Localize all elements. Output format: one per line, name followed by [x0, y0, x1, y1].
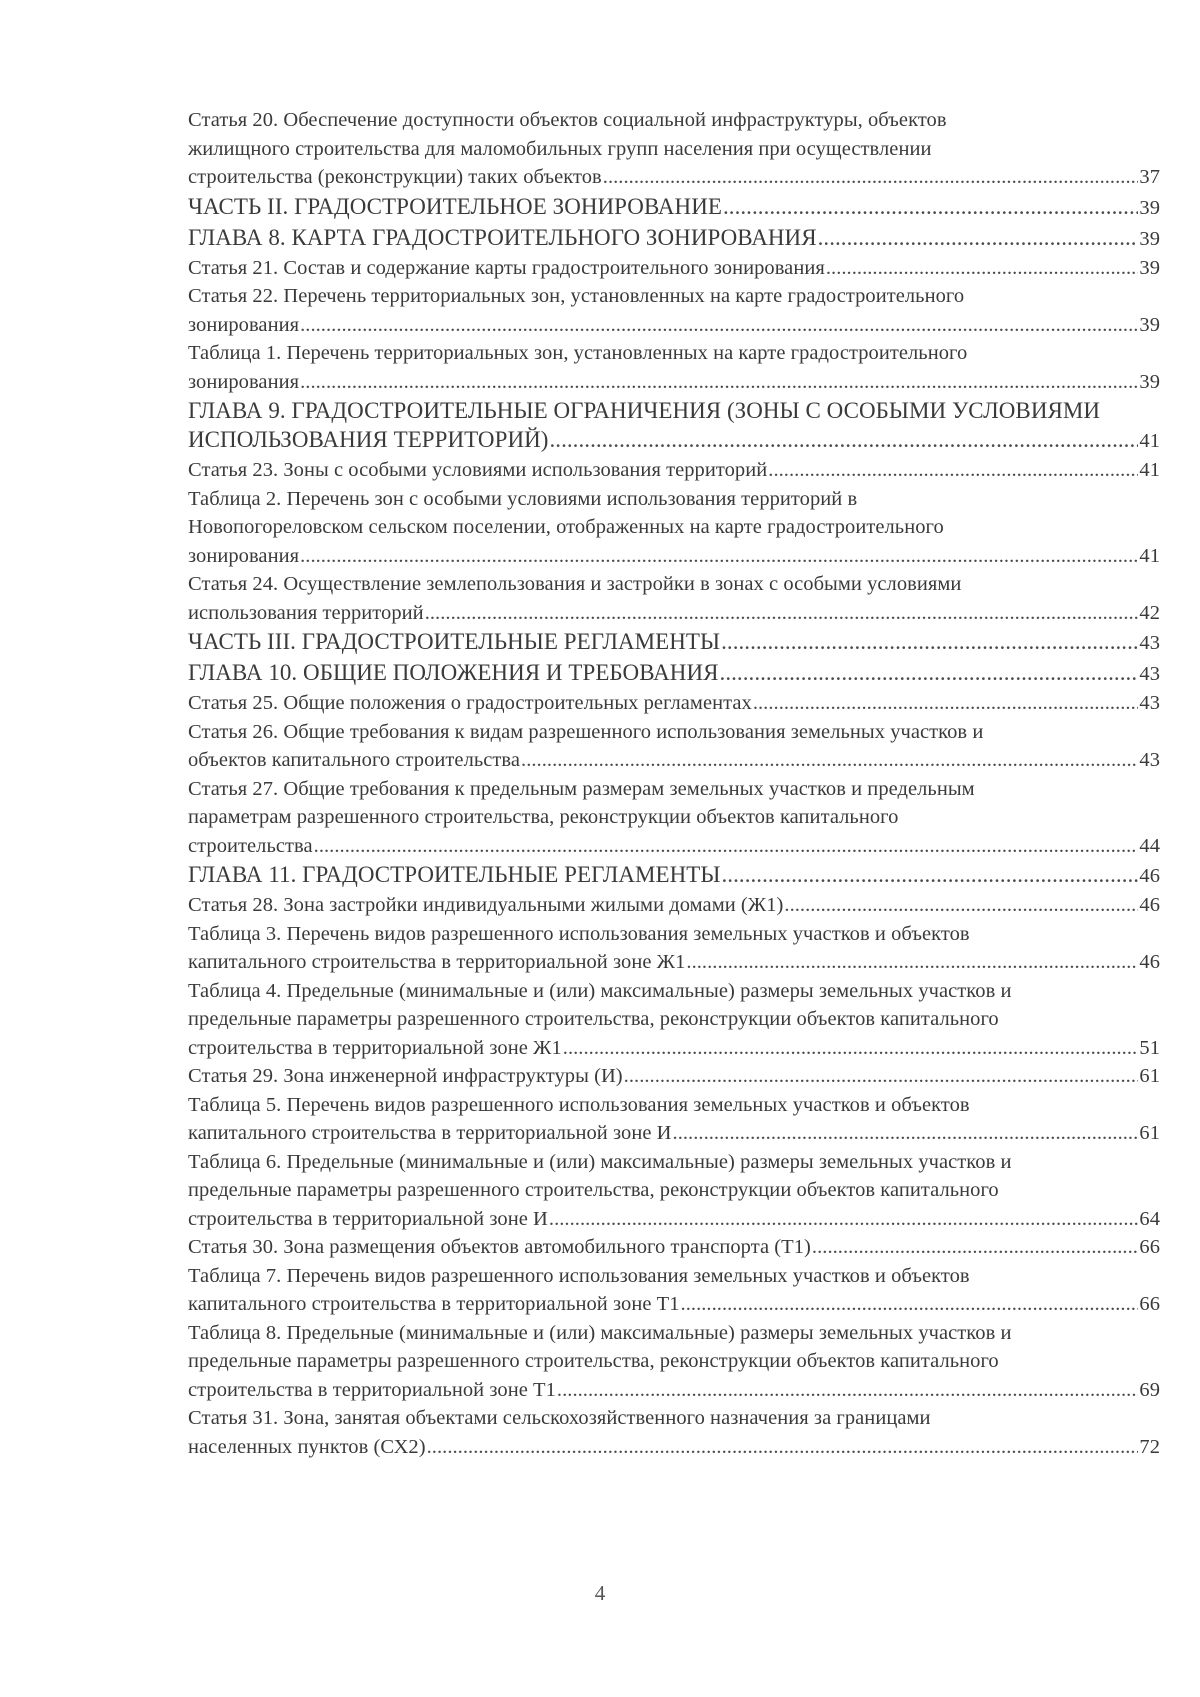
- toc-entry[interactable]: [188, 282, 1160, 339]
- dot-leader: [427, 1433, 1139, 1462]
- toc-entry-page-number: 37: [1139, 166, 1160, 188]
- toc-entry-text-line: ГЛАВА 9. ГРАДОСТРОИТЕЛЬНЫЕ ОГРАНИЧЕНИЯ (ЗОНЫ С ОСОБЫМИ УСЛОВИЯМИ: [188, 398, 1101, 423]
- toc-entry[interactable]: [188, 223, 1160, 254]
- toc-entry-text-line: Таблица 3. Перечень видов разрешенного использования земельных участков и объектов: [188, 922, 970, 945]
- toc-entry-text-line: использования территорий: [188, 601, 424, 624]
- toc-entry[interactable]: [188, 891, 1160, 920]
- toc-entry[interactable]: [188, 718, 1160, 775]
- dot-leader: [686, 948, 1138, 977]
- toc-entry-page-number: 64: [1139, 1207, 1160, 1230]
- toc-entry-last-line: [188, 1062, 1160, 1091]
- toc-entry[interactable]: [188, 1319, 1160, 1405]
- toc-entry[interactable]: [188, 1062, 1160, 1091]
- dot-leader: [563, 1034, 1139, 1063]
- dot-leader: [818, 223, 1139, 252]
- toc-entry[interactable]: [188, 920, 1160, 977]
- toc-entry-text-line: Статья 29. Зона инженерной инфраструктуры (И): [188, 1065, 623, 1087]
- toc-entry-last-line: [188, 860, 1160, 891]
- toc-entry-page-number: 66: [1139, 1236, 1160, 1258]
- toc-entry-page-number: 39: [1139, 370, 1160, 393]
- dot-leader: [673, 1119, 1139, 1148]
- toc-entry-page-number: 41: [1139, 459, 1160, 481]
- toc-entry-last-line: [188, 599, 1160, 628]
- toc-entry[interactable]: [188, 977, 1160, 1063]
- toc-entry-page-number: 44: [1139, 834, 1160, 857]
- toc-entry[interactable]: [188, 1148, 1160, 1234]
- dot-leader: [300, 542, 1138, 571]
- toc-entry[interactable]: [188, 1404, 1160, 1461]
- dot-leader: [300, 311, 1138, 340]
- dot-leader: [720, 658, 1139, 687]
- toc-entry-page-number: 43: [1139, 749, 1160, 771]
- toc-entry[interactable]: [188, 339, 1160, 396]
- toc-entry-text-line: ГЛАВА 10. ОБЩИЕ ПОЛОЖЕНИЯ И ТРЕБОВАНИЯ: [188, 660, 719, 685]
- toc-entry-page-number: 69: [1139, 1378, 1160, 1401]
- toc-entry-text-line: ИСПОЛЬЗОВАНИЯ ТЕРРИТОРИЙ): [188, 427, 549, 452]
- toc-entry[interactable]: [188, 627, 1160, 658]
- toc-entry-last-line: [188, 1205, 1160, 1234]
- toc-entry-text-line: Статья 25. Общие положения о градостроительных регламентах: [188, 692, 752, 714]
- toc-entry-text-line: параметрам разрешенного строительства, реконструкции объектов капитального: [188, 806, 899, 828]
- dot-leader: [721, 627, 1138, 656]
- toc-entry-last-line: [188, 456, 1160, 485]
- toc-entry-page-number: 72: [1139, 1435, 1160, 1458]
- toc-entry-text-line: Статья 26. Общие требования к видам разрешенного использования земельных участков и: [188, 720, 984, 743]
- dot-leader: [784, 891, 1138, 920]
- toc-entry-text-line: зонирования: [188, 544, 300, 567]
- toc-entry[interactable]: [188, 860, 1160, 891]
- toc-entry-last-line: [188, 948, 1160, 977]
- dot-leader: [314, 832, 1139, 861]
- toc-entry-last-line: [188, 192, 1160, 223]
- dot-leader: [557, 1376, 1138, 1405]
- toc-entry-last-line: [188, 1376, 1160, 1405]
- toc-entry-text-line: Таблица 5. Перечень видов разрешенного использования земельных участков и объектов: [188, 1093, 970, 1116]
- toc-entry[interactable]: [188, 485, 1160, 571]
- toc-entry-text-line: объектов капитального строительства: [188, 749, 521, 771]
- toc-entry-text-line: Статья 27. Общие требования к предельным размерам земельных участков и предельным: [188, 777, 975, 800]
- dot-leader: [603, 163, 1139, 192]
- toc-entry-last-line: [188, 627, 1160, 658]
- toc-entry-text-line: строительства в территориальной зоне И: [188, 1207, 548, 1230]
- toc-entry-page-number: 41: [1139, 430, 1160, 452]
- dot-leader: [826, 254, 1139, 283]
- toc-entry-text-line: капитального строительства в территориальной зоне Т1: [188, 1293, 680, 1315]
- toc-entry-page-number: 61: [1139, 1122, 1160, 1144]
- toc-entry-page-number: 43: [1139, 663, 1160, 685]
- toc-entry-text-line: Таблица 1. Перечень территориальных зон, установленных на карте градостроительного: [188, 342, 968, 364]
- toc-entry-page-number: 51: [1139, 1036, 1160, 1059]
- dot-leader: [723, 192, 1138, 221]
- toc-entry-page-number: 39: [1139, 196, 1160, 219]
- toc-entry-text-line: Статья 30. Зона размещения объектов автомобильного транспорта (Т1): [188, 1236, 811, 1258]
- toc-entry[interactable]: [188, 689, 1160, 718]
- toc-entry-last-line: [188, 832, 1160, 861]
- toc-entry-text-line: строительства: [188, 834, 313, 857]
- toc-entry-text-line: Таблица 6. Предельные (минимальные и (или) максимальные) размеры земельных участков и: [188, 1150, 1012, 1173]
- toc-entry-text-line: зонирования: [188, 313, 300, 336]
- toc-entry-text-line: ЧАСТЬ III. ГРАДОСТРОИТЕЛЬНЫЕ РЕГЛАМЕНТЫ: [188, 629, 721, 654]
- toc-entry-text-line: Таблица 8. Предельные (минимальные и (или) максимальные) размеры земельных участков и: [188, 1321, 1012, 1344]
- toc-entry-text-line: населенных пунктов (СХ2): [188, 1435, 426, 1458]
- toc-entry-last-line: [188, 1290, 1160, 1319]
- toc-entry-text-line: Статья 31. Зона, занятая объектами сельскохозяйственного назначения за границами: [188, 1407, 931, 1429]
- toc-entry-text-line: ГЛАВА 11. ГРАДОСТРОИТЕЛЬНЫЕ РЕГЛАМЕНТЫ: [188, 862, 721, 887]
- dot-leader: [300, 368, 1138, 397]
- toc-entry-text-line: строительства в территориальной зоне Ж1: [188, 1036, 562, 1059]
- toc-entry-last-line: [188, 1034, 1160, 1063]
- page-number: 4: [594, 1581, 606, 1605]
- toc-entry-text-line: строительства в территориальной зоне Т1: [188, 1378, 556, 1401]
- toc-entry-text-line: предельные параметры разрешенного строительства, реконструкции объектов капитального: [188, 1350, 999, 1372]
- toc-entry-text-line: Таблица 7. Перечень видов разрешенного использования земельных участков и объектов: [188, 1264, 970, 1287]
- dot-leader: [549, 1205, 1138, 1234]
- toc-entry-text-line: Статья 23. Зоны с особыми условиями использования территорий: [188, 459, 768, 481]
- toc-entry-last-line: [188, 163, 1160, 192]
- toc-entry-page-number: 39: [1139, 256, 1160, 279]
- toc-entry-last-line: [188, 254, 1160, 283]
- toc-entry[interactable]: [188, 570, 1160, 627]
- toc-entry[interactable]: [188, 1233, 1160, 1262]
- toc-entry-page-number: 46: [1139, 894, 1160, 916]
- dot-leader: [425, 599, 1139, 628]
- toc-entry-text-line: Статья 22. Перечень территориальных зон, установленных на карте градостроительного: [188, 285, 965, 307]
- toc-entry-text-line: строительства (реконструкции) таких объектов: [188, 166, 602, 188]
- toc-entry-text-line: Статья 28. Зона застройки индивидуальными жилыми домами (Ж1): [188, 894, 784, 916]
- toc-entry[interactable]: [188, 456, 1160, 485]
- toc-entry[interactable]: [188, 775, 1160, 861]
- toc-entry-page-number: 46: [1139, 865, 1160, 887]
- toc-entry-last-line: [188, 1233, 1160, 1262]
- toc-entry-page-number: 43: [1139, 692, 1160, 714]
- toc-entry-text-line: капитального строительства в территориальной зоне И: [188, 1122, 672, 1144]
- toc-entry[interactable]: [188, 254, 1160, 283]
- toc-entry-page-number: 41: [1139, 544, 1160, 567]
- toc-entry-last-line: [188, 1433, 1160, 1462]
- toc-entry-text-line: капитального строительства в территориальной зоне Ж1: [188, 951, 686, 973]
- toc-entry[interactable]: [188, 106, 1160, 192]
- toc-entry-text-line: предельные параметры разрешенного строительства, реконструкции объектов капитального: [188, 1008, 999, 1030]
- toc-entry[interactable]: [188, 1262, 1160, 1319]
- dot-leader: [722, 860, 1139, 889]
- toc-entry-last-line: [188, 368, 1160, 397]
- dot-leader: [753, 689, 1139, 718]
- toc-entry-page-number: 43: [1139, 632, 1160, 654]
- toc-entry-page-number: 39: [1139, 313, 1160, 336]
- dot-leader: [549, 425, 1138, 454]
- toc-entry-text-line: Новопогореловском сельском поселении, отображенных на карте градостроительного: [188, 516, 944, 538]
- toc-entry-last-line: [188, 658, 1160, 689]
- dot-leader: [624, 1062, 1139, 1091]
- toc-entry-last-line: [188, 311, 1160, 340]
- toc-entry-text-line: ЧАСТЬ II. ГРАДОСТРОИТЕЛЬНОЕ ЗОНИРОВАНИЕ: [188, 193, 722, 219]
- toc-entry-last-line: [188, 891, 1160, 920]
- toc-entry-text-line: ГЛАВА 8. КАРТА ГРАДОСТРОИТЕЛЬНОГО ЗОНИРОВАНИЯ: [188, 224, 817, 250]
- toc-entry-page-number: 42: [1139, 601, 1160, 624]
- toc-entry-text-line: Статья 20. Обеспечение доступности объектов социальной инфраструктуры, объектов: [188, 109, 947, 131]
- dot-leader: [681, 1290, 1139, 1319]
- toc-entry-text-line: предельные параметры разрешенного строительства, реконструкции объектов капитального: [188, 1179, 999, 1201]
- toc-entry-page-number: 61: [1139, 1065, 1160, 1087]
- toc-entry[interactable]: [188, 396, 1160, 456]
- toc-entry-page-number: 39: [1139, 227, 1160, 250]
- toc-entry-text-line: зонирования: [188, 370, 300, 393]
- toc-entry[interactable]: [188, 658, 1160, 689]
- toc-entry-last-line: [188, 1119, 1160, 1148]
- dot-leader: [812, 1233, 1138, 1262]
- toc-entry-last-line: [188, 746, 1160, 775]
- toc-entry-page-number: 66: [1139, 1293, 1160, 1315]
- toc-entry-last-line: [188, 425, 1160, 456]
- dot-leader: [768, 456, 1138, 485]
- dot-leader: [521, 746, 1138, 775]
- toc-entry[interactable]: [188, 1091, 1160, 1148]
- toc-entry-text-line: Таблица 2. Перечень зон с особыми условиями использования территорий в: [188, 487, 858, 510]
- table-of-contents: [188, 106, 1160, 1461]
- toc-entry-last-line: [188, 689, 1160, 718]
- toc-entry-page-number: 46: [1139, 951, 1160, 973]
- toc-entry-last-line: [188, 542, 1160, 571]
- toc-entry-text-line: Статья 21. Состав и содержание карты градостроительного зонирования: [188, 256, 825, 279]
- toc-entry-last-line: [188, 223, 1160, 254]
- toc-entry-text-line: Таблица 4. Предельные (минимальные и (или) максимальные) размеры земельных участков и: [188, 979, 1012, 1002]
- toc-entry-text-line: Статья 24. Осуществление землепользования и застройки в зонах с особыми условиями: [188, 573, 962, 595]
- toc-entry[interactable]: [188, 192, 1160, 223]
- toc-entry-text-line: жилищного строительства для маломобильных групп населения при осуществлении: [188, 137, 932, 160]
